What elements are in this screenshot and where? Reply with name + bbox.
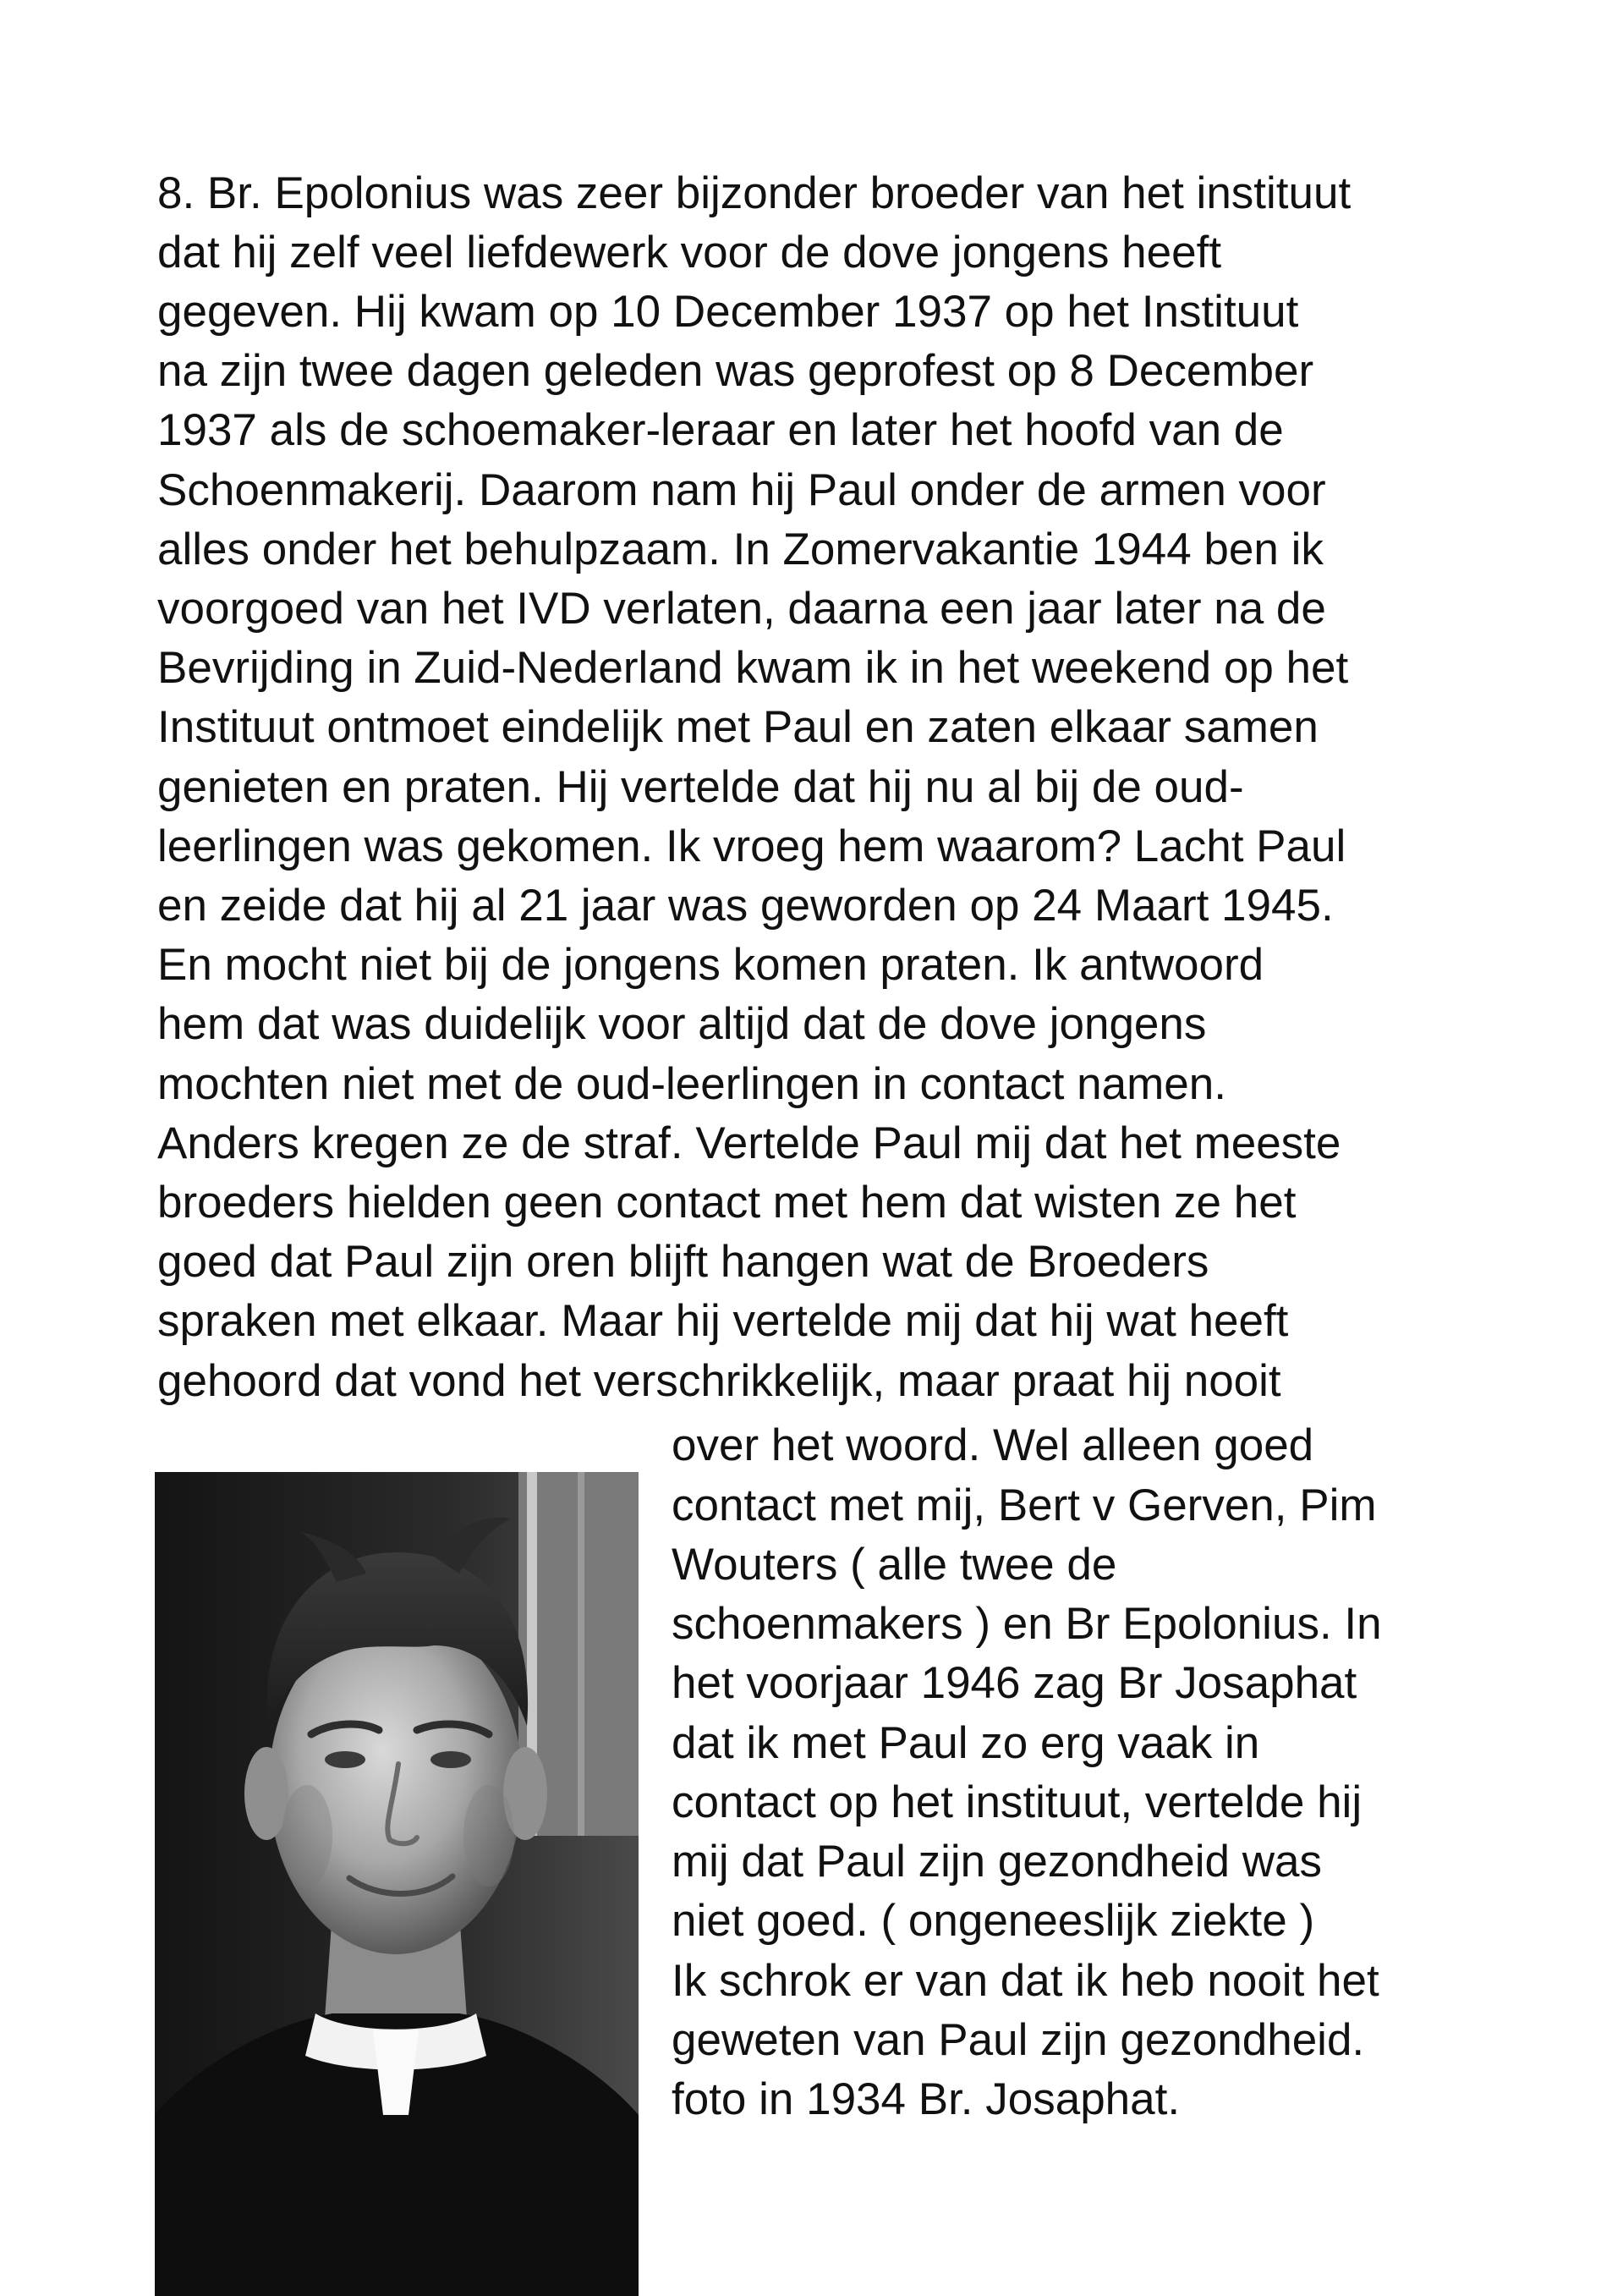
text-line: schoenmakers ) en Br Epolonius. In: [672, 1599, 1382, 1649]
text-line: hem dat was duidelijk voor altijd dat de dove jongens: [157, 999, 1207, 1049]
text-line: dat ik met Paul zo erg vaak in: [672, 1718, 1260, 1768]
text-line: foto in 1934 Br. Josaphat.: [672, 2074, 1181, 2124]
text-line: alles onder het behulpzaam. In Zomervakantie 1944 ben ik: [157, 525, 1324, 574]
text-line: leerlingen was gekomen. Ik vroeg hem waarom? Lacht Paul: [157, 821, 1346, 871]
portrait-photo: [155, 1472, 639, 2296]
text-line: na zijn twee dagen geleden was geprofest op 8 December: [157, 346, 1314, 396]
text-line: gehoord dat vond het verschrikkelijk, maar praat hij nooit: [157, 1356, 1281, 1406]
text-line: Instituut ontmoet eindelijk met Paul en zaten elkaar samen: [157, 702, 1319, 752]
text-line: Ik schrok er van dat ik heb nooit het: [672, 1956, 1379, 2006]
text-line: En mocht niet bij de jongens komen praten. Ik antwoord: [157, 940, 1264, 990]
text-line: goed dat Paul zijn oren blijft hangen wat de Broeders: [157, 1237, 1209, 1287]
text-line: voorgoed van het IVD verlaten, daarna een jaar later na de: [157, 584, 1326, 634]
text-line: Bevrijding in Zuid-Nederland kwam ik in het weekend op het: [157, 643, 1349, 693]
text-line: het voorjaar 1946 zag Br Josaphat: [672, 1658, 1357, 1708]
text-line: mij dat Paul zijn gezondheid was: [672, 1837, 1322, 1887]
text-line: mochten niet met de oud-leerlingen in contact namen.: [157, 1059, 1226, 1109]
text-line: 8. Br. Epolonius was zeer bijzonder broeder van het instituut: [157, 168, 1352, 218]
text-line: en zeide dat hij al 21 jaar was geworden op 24 Maart 1945.: [157, 881, 1334, 931]
text-line: genieten en praten. Hij vertelde dat hij nu al bij de oud-: [157, 762, 1244, 812]
text-line: contact met mij, Bert v Gerven, Pim: [672, 1480, 1377, 1530]
text-line: Wouters ( alle twee de: [672, 1540, 1117, 1590]
text-line: spraken met elkaar. Maar hij vertelde mij dat hij wat heeft: [157, 1296, 1289, 1346]
text-line: Schoenmakerij. Daarom nam hij Paul onder de armen voor: [157, 465, 1326, 515]
text-line: broeders hielden geen contact met hem dat wisten ze het: [157, 1178, 1297, 1228]
text-line: over het woord. Wel alleen goed: [672, 1420, 1314, 1470]
text-line: contact op het instituut, vertelde hij: [672, 1777, 1363, 1827]
text-line: gegeven. Hij kwam op 10 December 1937 op het Instituut: [157, 287, 1299, 337]
text-line: 1937 als de schoemaker-leraar en later het hoofd van de: [157, 405, 1284, 455]
text-line: geweten van Paul zijn gezondheid.: [672, 2015, 1365, 2065]
text-line: Anders kregen ze de straf. Vertelde Paul mij dat het meeste: [157, 1118, 1341, 1168]
text-line: niet goed. ( ongeneeslijk ziekte ): [672, 1896, 1315, 1946]
text-line: dat hij zelf veel liefdewerk voor de dove jongens heeft: [157, 228, 1222, 277]
